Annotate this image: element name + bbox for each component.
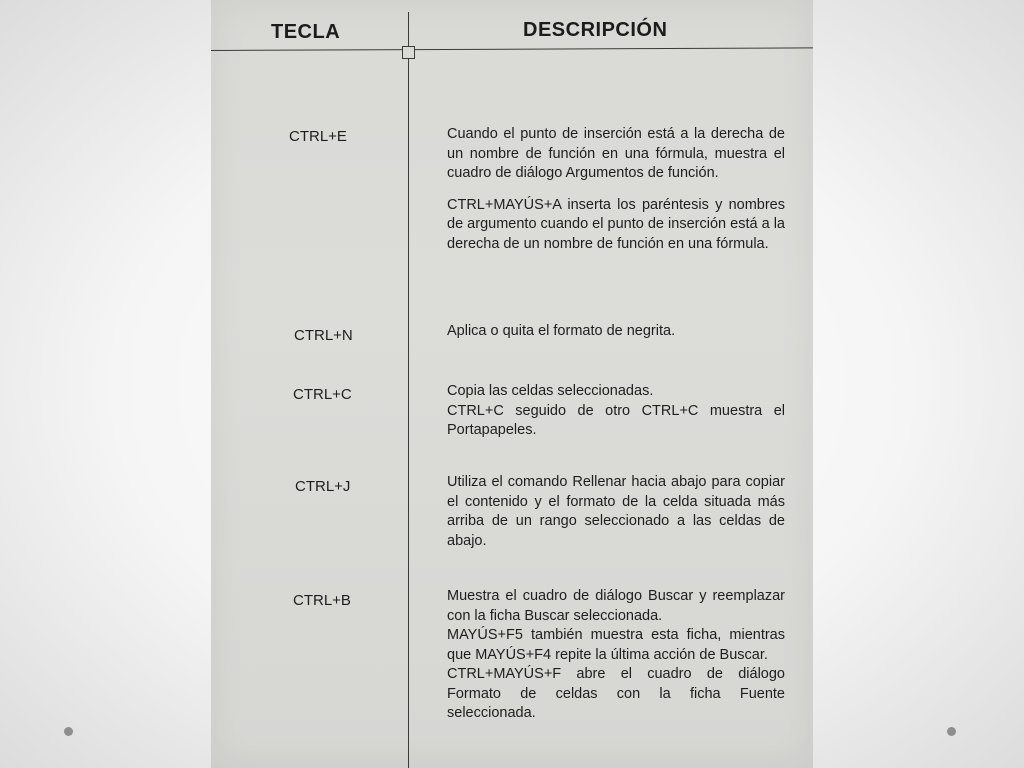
- description-line: MAYÚS+F5 también muestra esta ficha, mientras que MAYÚS+F4 repite la última acción de Buscar.: [447, 627, 785, 663]
- description-line: Muestra el cuadro de diálogo Buscar y reemplazar con la ficha Buscar seleccionada.: [447, 588, 785, 624]
- shortcut-key-ctrl-c: CTRL+C: [293, 386, 352, 403]
- description-line: CTRL+C seguido de otro CTRL+C muestra el Portapapeles.: [447, 402, 785, 438]
- description-ctrl-e: [447, 125, 785, 266]
- slide-nav-dot-right[interactable]: [947, 727, 956, 736]
- description-ctrl-n: [447, 322, 785, 354]
- column-header-description: DESCRIPCIÓN: [523, 19, 668, 41]
- shortcut-key-ctrl-n: CTRL+N: [294, 327, 353, 344]
- document-page: [211, 0, 813, 768]
- description-ctrl-b: [447, 587, 785, 724]
- description-ctrl-j: [447, 473, 785, 563]
- description-ctrl-c: [447, 382, 785, 441]
- shortcut-key-ctrl-b: CTRL+B: [293, 592, 351, 609]
- description-line: Copia las celdas seleccionadas.: [447, 383, 654, 399]
- description-paragraph: CTRL+MAYÚS+A inserta los paréntesis y nombres de argumento cuando el punto de inserción está a la derecha de un nombre de función en una fórmula.: [447, 196, 785, 252]
- description-paragraph: Aplica o quita el formato de negrita.: [447, 323, 676, 339]
- description-paragraph: Cuando el punto de inserción está a la derecha de un nombre de función en una fórmula, muestra el cuadro de diálogo Argumentos de función.: [447, 126, 785, 181]
- slide-nav-dot-left[interactable]: [64, 727, 73, 736]
- shortcut-key-ctrl-e: CTRL+E: [289, 128, 347, 145]
- column-divider: [408, 12, 409, 768]
- header-divider: [211, 47, 813, 51]
- column-header-key: TECLA: [271, 21, 341, 43]
- description-line: CTRL+MAYÚS+F abre el cuadro de diálogo Formato de celdas con la ficha Fuente seleccionada.: [447, 666, 785, 721]
- divider-junction-box: [402, 46, 415, 59]
- description-paragraph: Utiliza el comando Rellenar hacia abajo para copiar el contenido y el formato de la celda situada más arriba de un rango seleccionado a las celdas de abajo.: [447, 474, 785, 549]
- shortcut-key-ctrl-j: CTRL+J: [295, 478, 351, 495]
